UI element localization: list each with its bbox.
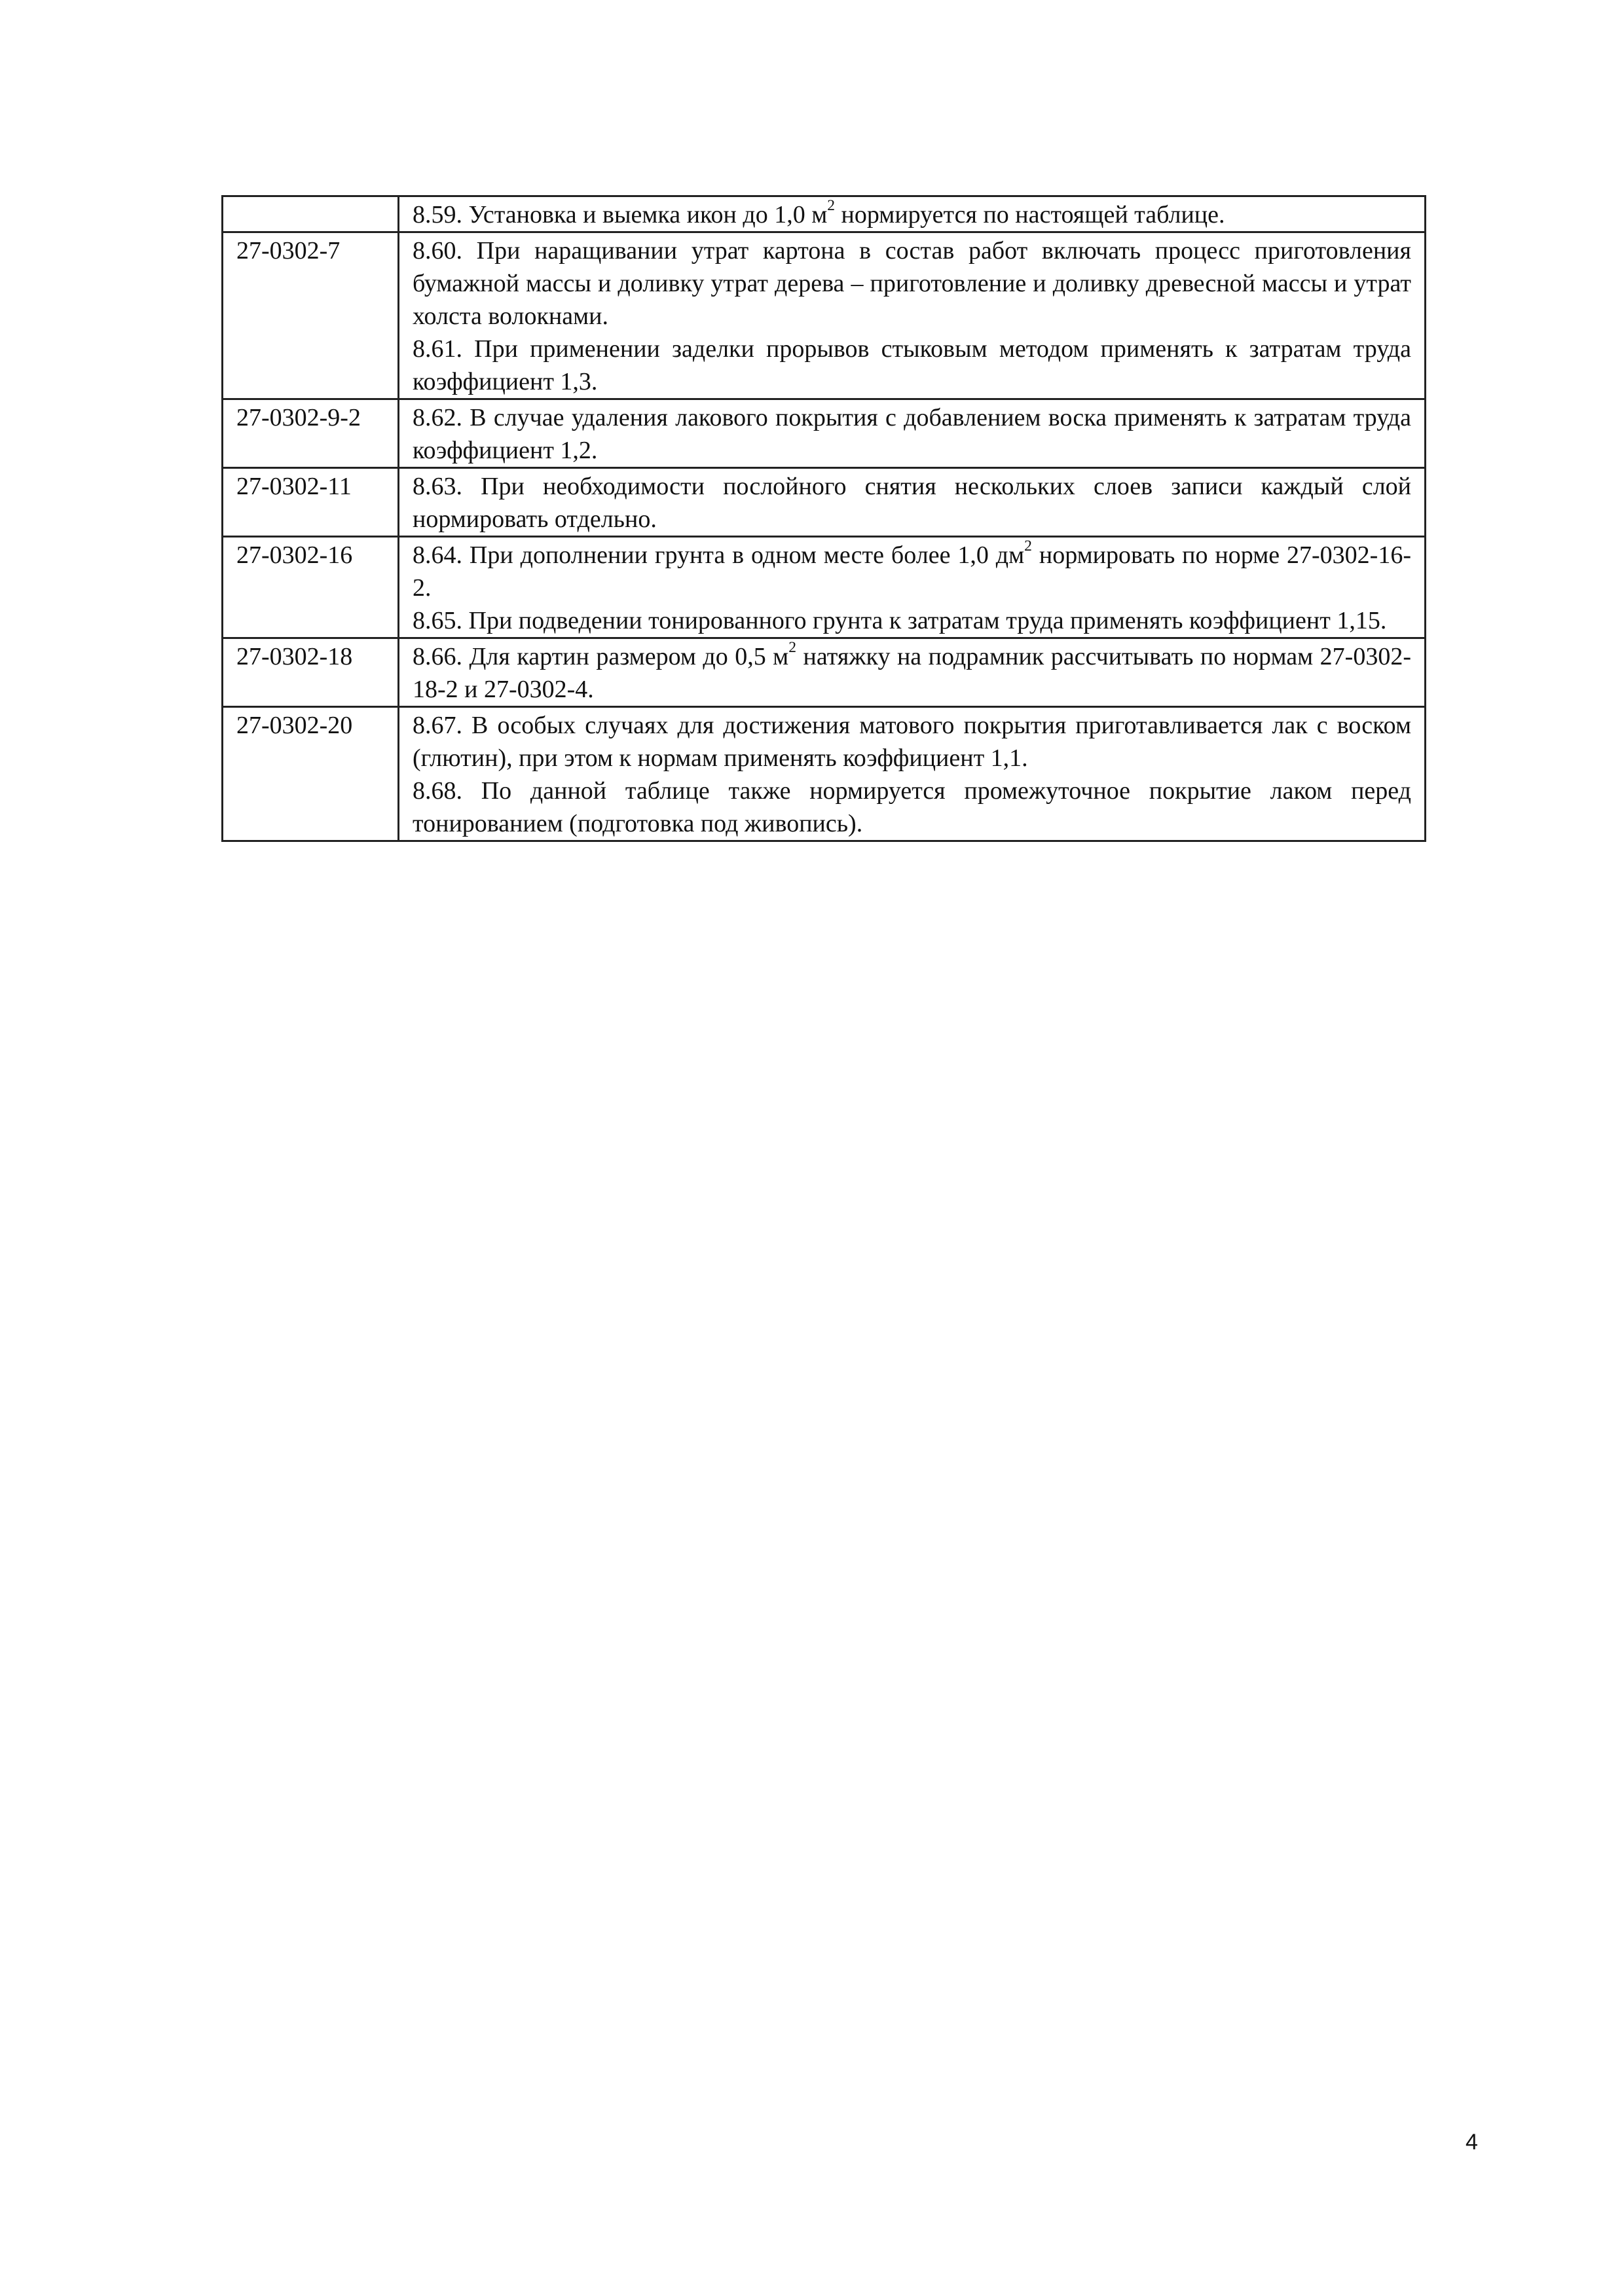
superscript: 2	[788, 639, 797, 657]
table-row	[223, 638, 1426, 707]
clause-paragraph	[413, 774, 1411, 840]
norm-code-cell: 27-0302-20	[223, 707, 399, 841]
table-row	[223, 707, 1426, 841]
clause-text: 8.67. В особых случаях для достижения матового покрытия приготавливается лак с воском (глютин), при этом к нормам применять коэффициент 1,1.	[413, 712, 1411, 772]
norm-text-cell	[399, 196, 1426, 232]
page-number: 4	[1466, 2130, 1478, 2155]
norm-text-cell	[399, 468, 1426, 537]
clause-paragraph	[413, 333, 1411, 398]
clause-text-cont: нормируется по настоящей таблице.	[835, 201, 1225, 228]
table-row	[223, 196, 1426, 232]
norm-code-cell: 27-0302-16	[223, 537, 399, 638]
table-row	[223, 232, 1426, 399]
clause-text: 8.59. Установка и выемка икон до 1,0 м	[413, 201, 828, 228]
clause-text: 8.62. В случае удаления лакового покрытия с добавлением воска применять к затратам труда коэффициент 1,2.	[413, 404, 1411, 464]
table-row	[223, 537, 1426, 638]
norm-text-cell	[399, 399, 1426, 468]
clause-paragraph	[413, 604, 1411, 637]
table-row	[223, 468, 1426, 537]
clause-text: 8.63. При необходимости послойного снятия нескольких слоев записи каждый слой нормировать отдельно.	[413, 473, 1411, 533]
clause-text: 8.60. При наращивании утрат картона в состав работ включать процесс приготовления бумажной массы и доливку утрат дерева – приготовление и доливку древесной массы и утрат холста волокнами.	[413, 237, 1411, 330]
norm-text-cell	[399, 232, 1426, 399]
superscript: 2	[827, 197, 836, 215]
clause-paragraph	[413, 401, 1411, 467]
norm-text-cell	[399, 638, 1426, 707]
norm-code-cell: 27-0302-9-2	[223, 399, 399, 468]
clause-text: 8.68. По данной таблице также нормируется промежуточное покрытие лаком перед тонированием (подготовка под живопись).	[413, 777, 1411, 837]
clause-text: 8.64. При дополнении грунта в одном месте более 1,0 дм	[413, 541, 1025, 569]
clause-paragraph	[413, 470, 1411, 536]
clause-paragraph	[413, 640, 1411, 706]
norms-table	[221, 195, 1426, 842]
norm-code-cell: 27-0302-7	[223, 232, 399, 399]
clause-text-cont: натяжку на подрамник рассчитывать по нормам 27-0302-18-2 и 27-0302-4.	[413, 643, 1411, 703]
clause-paragraph	[413, 234, 1411, 333]
clause-paragraph	[413, 539, 1411, 604]
norm-code-cell: 27-0302-11	[223, 468, 399, 537]
clause-paragraph	[413, 709, 1411, 774]
clause-text: 8.61. При применении заделки прорывов стыковым методом применять к затратам труда коэффициент 1,3.	[413, 335, 1411, 395]
clause-text: 8.65. При подведении тонированного грунта к затратам труда применять коэффициент 1,15.	[413, 607, 1387, 634]
table-row	[223, 399, 1426, 468]
norm-text-cell	[399, 707, 1426, 841]
clause-text: 8.66. Для картин размером до 0,5 м	[413, 643, 789, 670]
norm-code-cell: 27-0302-18	[223, 638, 399, 707]
clause-text-cont: нормировать по норме 27-0302-16-2.	[413, 541, 1411, 602]
clause-paragraph	[413, 198, 1411, 231]
norm-text-cell	[399, 537, 1426, 638]
superscript: 2	[1024, 538, 1032, 555]
norm-code-cell	[223, 196, 399, 232]
